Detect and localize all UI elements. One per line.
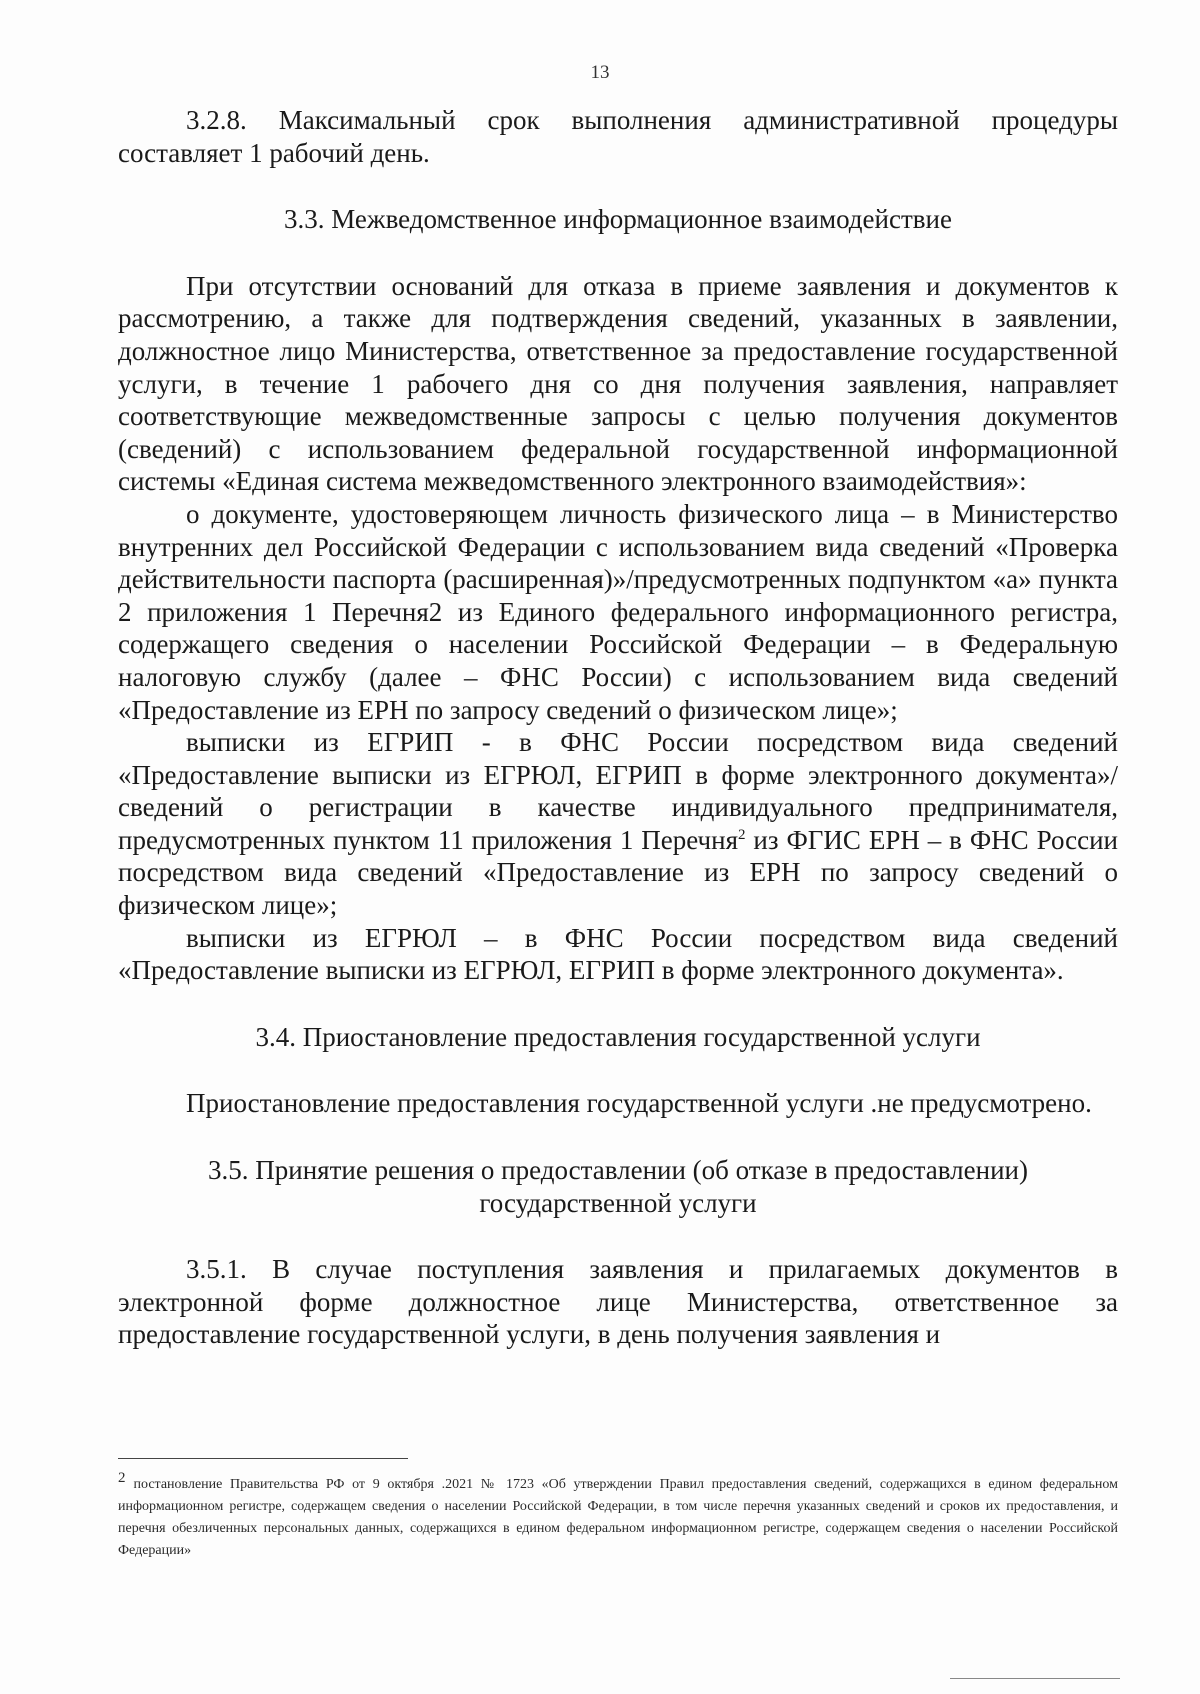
paragraph-3-5-1: 3.5.1. В случае поступления заявления и прилагаемых документов в электронной форме должностное лице Министерства, ответственное за предоставление государственной услуги, в день получения заявления и xyxy=(118,1254,1118,1350)
footnote-separator xyxy=(118,1458,408,1459)
footnote-reference: 2 xyxy=(738,826,746,843)
egrip-text-part1: выписки из ЕГРИП - в ФНС России посредством вида сведений «Предоставление выписки из ЕГРЮЛ, ЕГРИП в форме электронного документа»/сведений о регистрации в качестве индивидуального предпринимателя, предусмотренных пунктом 11 приложения 1 Перечня xyxy=(118,727,1118,855)
footnote-text: постановление Правительства РФ от 9 октября .2021 № 1723 «Об утверждении Правил предоставления сведений, содержащихся в едином федеральном информационном регистре, содержащем сведения о населении Российской Федерации, в том числе перечня указанных сведений и сроков их предоставления, и перечня обезличенных персональных данных, содержащихся в едином федеральном информационном регистре, содержащем сведения о населении Российской Федерации» xyxy=(118,1477,1118,1558)
paragraph-3-3-item-passport: о документе, удостоверяющем личность физического лица – в Министерство внутренних дел Российской Федерации с использованием вида сведений «Проверка действительности паспорта (расширенная)»/предусмотренных подпунктом «а» пункта 2 приложения 1 Перечня2 из Единого федерального информационного регистра, содержащего сведения о населении Российской Федерации – в Федеральную налоговую службу (далее – ФНС России) с использованием вида сведений «Предоставление из ЕРН по запросу сведений о физическом лице»; xyxy=(118,498,1118,725)
footnote xyxy=(118,1470,1118,1562)
heading-3-3: 3.3. Межведомственное информационное взаимодействие xyxy=(284,204,952,235)
heading-3-5-line1: 3.5. Принятие решения о предоставлении (об отказе в предоставлении) xyxy=(208,1155,1028,1186)
scan-edge-line xyxy=(950,1678,1120,1679)
paragraph-3-3-item-egrip xyxy=(118,726,1118,922)
paragraph-3-4: Приостановление предоставления государственной услуги .не предусмотрено. xyxy=(186,1088,1092,1119)
footnote-mark: 2 xyxy=(118,1470,126,1487)
document-body xyxy=(118,104,1118,1351)
paragraph-3-2-8: 3.2.8. Максимальный срок выполнения административной процедуры составляет 1 рабочий день. xyxy=(118,105,1118,168)
paragraph-3-3-intro: При отсутствии оснований для отказа в приеме заявления и документов к рассмотрению, а также для подтверждения сведений, указанных в заявлении, должностное лицо Министерства, ответственное за предоставление государственной услуги, в течение 1 рабочего дня со дня получения заявления, направляет соответствующие межведомственные запросы с целью получения документов (сведений) с использованием федеральной государственной информационной системы «Единая система межведомственного электронного взаимодействия»: xyxy=(118,270,1118,497)
page-number: 13 xyxy=(590,62,610,83)
heading-3-5-line2: государственной услуги xyxy=(479,1187,757,1218)
paragraph-3-3-item-egrul: выписки из ЕГРЮЛ – в ФНС России посредством вида сведений «Предоставление выписки из ЕГРЮЛ, ЕГРИП в форме электронного документа». xyxy=(118,922,1118,986)
egrip-text-part2: из ФГИС ЕРН – в ФНС России посредством вида сведений «Предоставление из ЕРН по запросу сведений о физическом лице»; xyxy=(118,824,1118,921)
heading-3-4: 3.4. Приостановление предоставления государственной услуги xyxy=(255,1021,981,1052)
